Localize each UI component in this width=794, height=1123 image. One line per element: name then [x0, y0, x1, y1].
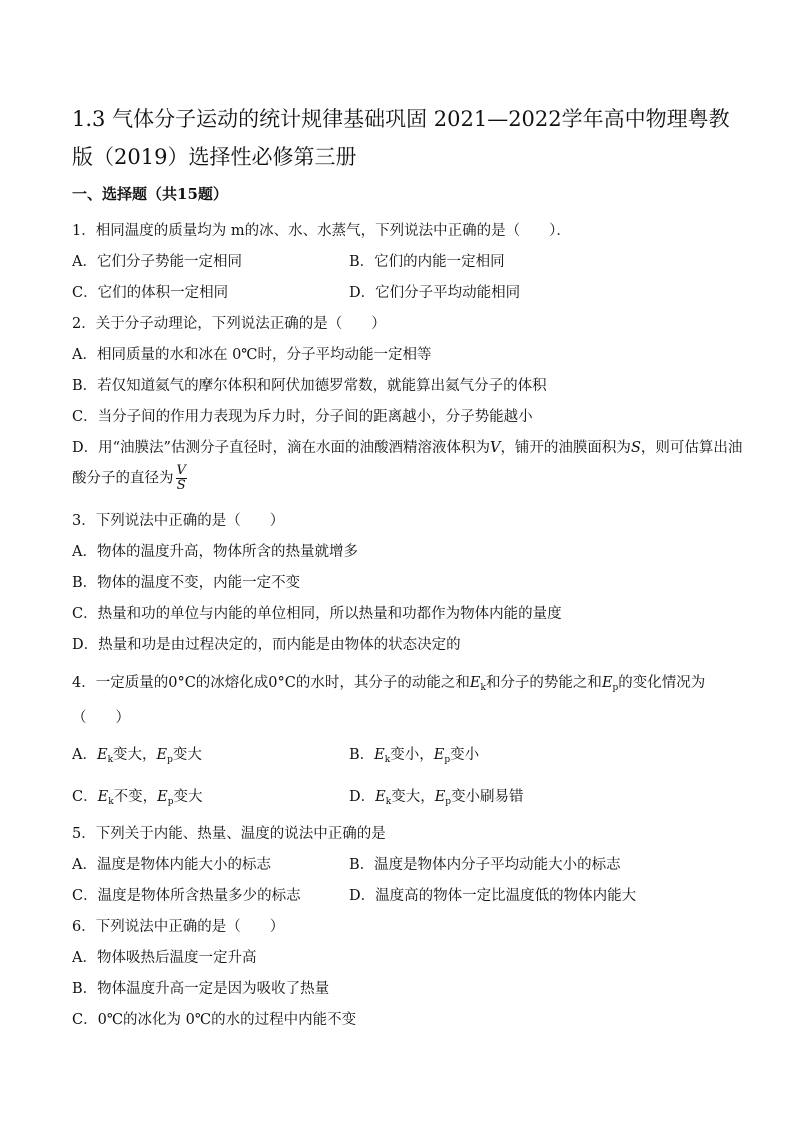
- question-4-option-b: B．$E_k$变小，$E_p$变小: [349, 747, 480, 765]
- question-4-stem-line2: （ ）: [72, 710, 130, 726]
- question-4-stem: [72, 671, 705, 693]
- question-5-option-d: D．温度高的物体一定比温度低的物体内能大: [349, 888, 637, 904]
- question-6-option-a: A．物体吸热后温度一定升高: [72, 950, 257, 966]
- document-title: 1.3 气体分子运动的统计规律基础巩固 2021—2022学年高中物理粤教版（2019）选择性必修第三册: [72, 107, 730, 169]
- fraction-denominator: S: [176, 478, 186, 493]
- question-4-stem-part3: 的变化情况为: [618, 675, 706, 691]
- fraction-v-over-s: [176, 464, 187, 493]
- question-6-option-b: B．物体温度升高一定是因为吸收了热量: [72, 981, 330, 997]
- question-2-option-d: [72, 436, 742, 457]
- question-4-option-a: A．$E_k$变大，$E_p$变大: [72, 747, 202, 765]
- question-5-option-b: B．温度是物体内分子平均动能大小的标志: [349, 857, 621, 873]
- question-1-option-d: D．它们分子平均动能相同: [349, 285, 521, 301]
- question-4-option-c: C．$E_k$不变，$E_p$变大: [72, 789, 203, 807]
- fraction-numerator: V: [176, 463, 186, 478]
- question-3-option-b: B．物体的温度不变，内能一定不变: [72, 575, 301, 591]
- question-2-option-b: B．若仅知道氦气的摩尔体积和阿伏加德罗常数，就能算出氦气分子的体积: [72, 378, 547, 394]
- question-2-option-d-part4: 酸分子的直径为: [72, 470, 174, 487]
- question-3-option-c: C．热量和功的单位与内能的单位相同，所以热量和功都作为物体内能的量度: [72, 606, 562, 622]
- ep-symbol: $E_p$: [601, 675, 619, 693]
- question-4-stem-part1: 4．一定质量的0°C的冰熔化成0°C的水时，其分子的动能之和: [72, 675, 470, 691]
- question-3-option-a: A．物体的温度升高，物体所含的热量就增多: [72, 544, 358, 560]
- question-5-stem: 5．下列关于内能、热量、温度的说法中正确的是: [72, 826, 386, 842]
- question-2-option-d-cont: [72, 464, 187, 493]
- question-1-option-b: B．它们的内能一定相同: [349, 254, 505, 270]
- question-2-option-d-part3: ，则可估算出油: [640, 440, 743, 456]
- ek-symbol: $E_k$: [469, 675, 486, 693]
- question-6-stem: 6．下列说法中正确的是（ ）: [72, 919, 285, 935]
- section-heading: 一、选择题（共15题）: [72, 185, 228, 203]
- question-4-stem-part2: 和分子的势能之和: [485, 675, 602, 691]
- question-2-option-c: C．当分子间的作用力表现为斥力时，分子间的距离越小，分子势能越小: [72, 409, 533, 425]
- question-4-option-d: D．$E_k$变大，$E_p$变小刷易错: [349, 789, 524, 807]
- question-2-stem: 2．关于分子动理论，下列说法正确的是（ ）: [72, 316, 386, 332]
- question-1-option-a: A．它们分子势能一定相同: [72, 254, 242, 270]
- question-5-option-a: A．温度是物体内能大小的标志: [72, 857, 271, 873]
- question-1-option-c: C．它们的体积一定相同: [72, 285, 229, 301]
- question-1-stem: 1．相同温度的质量均为 m的冰、水、水蒸气，下列说法中正确的是（ ）．: [72, 223, 571, 239]
- symbol-s: S: [630, 440, 641, 456]
- question-2-option-d-part1: D．用“油膜法”估测分子直径时，滴在水面的油酸酒精溶液体积为: [72, 440, 490, 456]
- question-3-stem: 3．下列说法中正确的是（ ）: [72, 513, 285, 529]
- question-2-option-a: A．相同质量的水和冰在 0℃时，分子平均动能一定相等: [72, 347, 432, 363]
- question-6-option-c: C．0℃的冰化为 0℃的水的过程中内能不变: [72, 1012, 357, 1028]
- question-5-option-c: C．温度是物体所含热量多少的标志: [72, 888, 301, 904]
- question-2-option-d-part2: ，铺开的油膜面积为: [500, 440, 631, 456]
- question-3-option-d: D．热量和功是由过程决定的，而内能是由物体的状态决定的: [72, 637, 461, 653]
- symbol-v: V: [489, 440, 501, 456]
